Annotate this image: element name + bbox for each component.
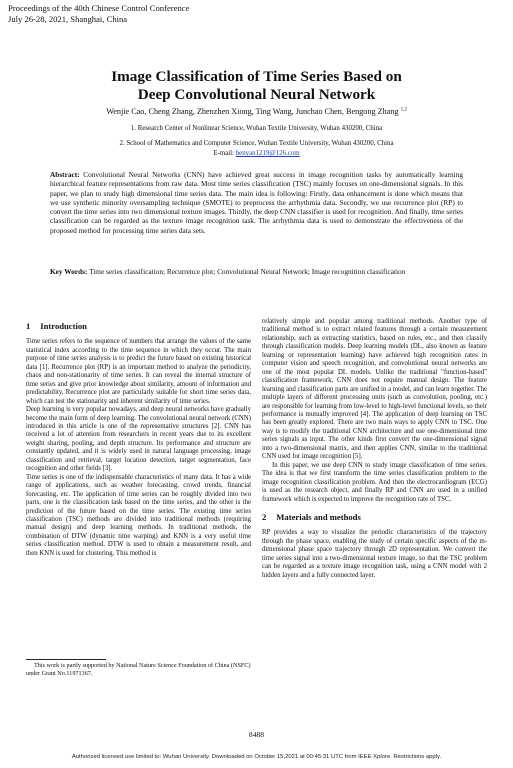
section-1-heading xyxy=(26,322,251,330)
section-1-number: 1 xyxy=(26,321,31,331)
email-label: E-mail: xyxy=(213,150,236,157)
author-names: Wenjie Cao, Cheng Zhang, Zhenzhen Xiong, Ting Wang, Junchao Chen, Bengong Zhang xyxy=(106,107,399,116)
author-list xyxy=(0,107,513,116)
section-2-title: Materials and methods xyxy=(276,511,361,522)
paper-title-line2: Deep Convolutional Neural Network xyxy=(137,86,376,103)
intro-paragraph-3: Time series is one of the indispensable characteristics of many data. It has a wide range of applications, such as weather forecasting, crowd trends, financial forecasting, etc. The application of time series can be roughly divided into two parts, one is the classification task based on the time series, and the other is the prediction of the future based on the time series. The existing time series classification (TSC) methods are divided into traditional methods (requiring manual design) and deep learning methods. In traditional methods, the combination of DTW (dynamic time warping) and KNN is a very useful time series classification method. DTW is used to obtain a measurement result, and then KNN is used for clustering. This method is xyxy=(26,473,251,557)
section-2-heading xyxy=(262,513,487,521)
author-affiliation-sup: 1,2 xyxy=(400,107,407,113)
email-link[interactable]: benyan1219@126.com xyxy=(235,150,300,157)
intro-paragraph-1: Time series refers to the sequence of numbers that arrange the values of the same statistical index according to the time sequence in which they occur. The main purpose of time series analysis is to predict the future based on existing historical data [1]. Recurrence plot (RP) is an important method to analyze the periodicity, chaos and non-stationarity of time series. It can reveal the internal structure of time series and give prior knowledge about similarity, amount of information and predictability. Recurrence plot are particularly suitable for short time series data, which can test the stationarity and inherent similarity of time series. xyxy=(26,338,251,405)
abstract-text: Convolutional Neural Networks (CNN) have achieved great success in image recognition tasks by automatically learning hierarchical feature representations from raw data. Most time series classification (TSC) mainly focuses on one-dimensional signals. In this paper, we plan to study high dimensional time series data. The main idea is following: Firstly, data enhancement is done which means that we use synthetic minority oversampling technique (SMOTE) to preprocess the arrhythmia data. Secondly, we use recurrence plot (RP) to convert the time series into two dimensional texture images. Thirdly, the deep CNN classifier is used for recognition. And finally, time series classification can be regarded as the texture image recognition task. The arrhythmia data is used to demonstrate the effectiveness of the proposed method for processing time series data sets. xyxy=(50,170,463,235)
right-column xyxy=(262,318,487,580)
page-number: 8488 xyxy=(248,730,265,739)
left-column xyxy=(26,318,251,558)
abstract-label: Abstract: xyxy=(50,170,80,179)
section-2-number: 2 xyxy=(262,511,267,522)
keywords-text: Time series classification; Recurrence plot; Convolutional Neural Network; Image recognition classification xyxy=(87,267,406,276)
intro-paragraph-5: In this paper, we use deep CNN to study image classification of time series. The idea is that we first transform the time series classification problem to the image recognition classification problem. And then the electrocardiogram (ECG) is used as the research object, and finally RP and CNN are used in a unified framework which is expected to improve the recognition rate of TSC. xyxy=(262,461,487,503)
funding-footnote: This work is partly supported by National Nature Science Foundation of China (NSFC) under Grant No.11971367. xyxy=(26,662,251,677)
license-notice: Authorized licensed use limited to: Wuhan University. Downloaded on October 15,2021 at 00:45:31 UTC from IEEE Xplore. Restrictions apply. xyxy=(71,754,442,760)
footnote-rule xyxy=(26,659,106,660)
methods-paragraph-1: RP provides a way to visualize the periodic characteristics of the trajectory through the phase space, enabling the study of certain specific aspects of the m-dimensional phase space trajectory through 2D representation. We convert the time series signal into a two-dimensional texture image, so that the TSC problem can be regarded as a texture image recognition task, using a CNN model with 2 hidden layers and a fully connected layer. xyxy=(262,529,487,579)
paper-title xyxy=(0,68,513,104)
keywords-label: Key Words: xyxy=(50,267,88,276)
intro-paragraph-4: relatively simple and popular among traditional methods. Another type of traditional method is to extract related features through a certain measurement relationship, such as extracting statistics, based on rules, etc., and then classify through classification models. Deep learning models (DL, also known as feature learning or representation learning) have achieved high recognition rates in computer vision and speech recognition, and convolutional neural networks are one of the most popular DL models. Unlike the traditional "function-based" classification framework, CNN does not require manual design. The feature learning and classification parts are unified in a model, and can learn together. The multiple layers of different processing units (such as convolution, pooling, etc.) are responsible for learning from low-level to high-level functional levels, so their performance is mutually improved [4]. The application of deep learning on TSC has been greatly explored. There are two main ways to apply CNN to TSC. One way is to modify the traditional CNN architecture and use one-dimensional time series signals as input. The other kinds first convert the one-dimensional signal into a two-dimensional matrix, and then applies CNN, similar to the traditional CNN used for image recognition [5]. xyxy=(262,318,487,461)
keywords xyxy=(50,267,463,276)
abstract xyxy=(50,170,463,235)
affiliation-1: 1. Research Center of Nonlinear Science, Wuhan Textile University, Wuhan 430200, China xyxy=(130,125,383,132)
conference-name: Proceedings of the 40th Chinese Control Conference xyxy=(8,3,190,13)
intro-paragraph-2: Deep learning is very popular nowadays, and deep neural networks have gradually become the main form of deep learning. The convolutional neural network (CNN) introduced in this article is one of the representative structures [2]. CNN has received a lot of attention from researchers in recent years due to its excellent weight sharing, pooling, and depth structure. Its performance and structure are constantly updated, and it is widely used in natural language processing, image classification and retrieval, target location detection, target segmentation, face recognition and other fields [3]. xyxy=(26,406,251,473)
paper-title-line1: Image Classification of Time Series Based on xyxy=(111,68,402,85)
section-1-title: Introduction xyxy=(40,321,87,331)
conference-date-place: July 26-28, 2021, Shanghai, China xyxy=(8,14,128,24)
affiliation-2: 2. School of Mathematics and Computer Science, Wuhan Textile University, Wuhan 430200, China xyxy=(119,140,394,147)
email-line xyxy=(0,150,513,157)
running-header xyxy=(8,3,189,25)
